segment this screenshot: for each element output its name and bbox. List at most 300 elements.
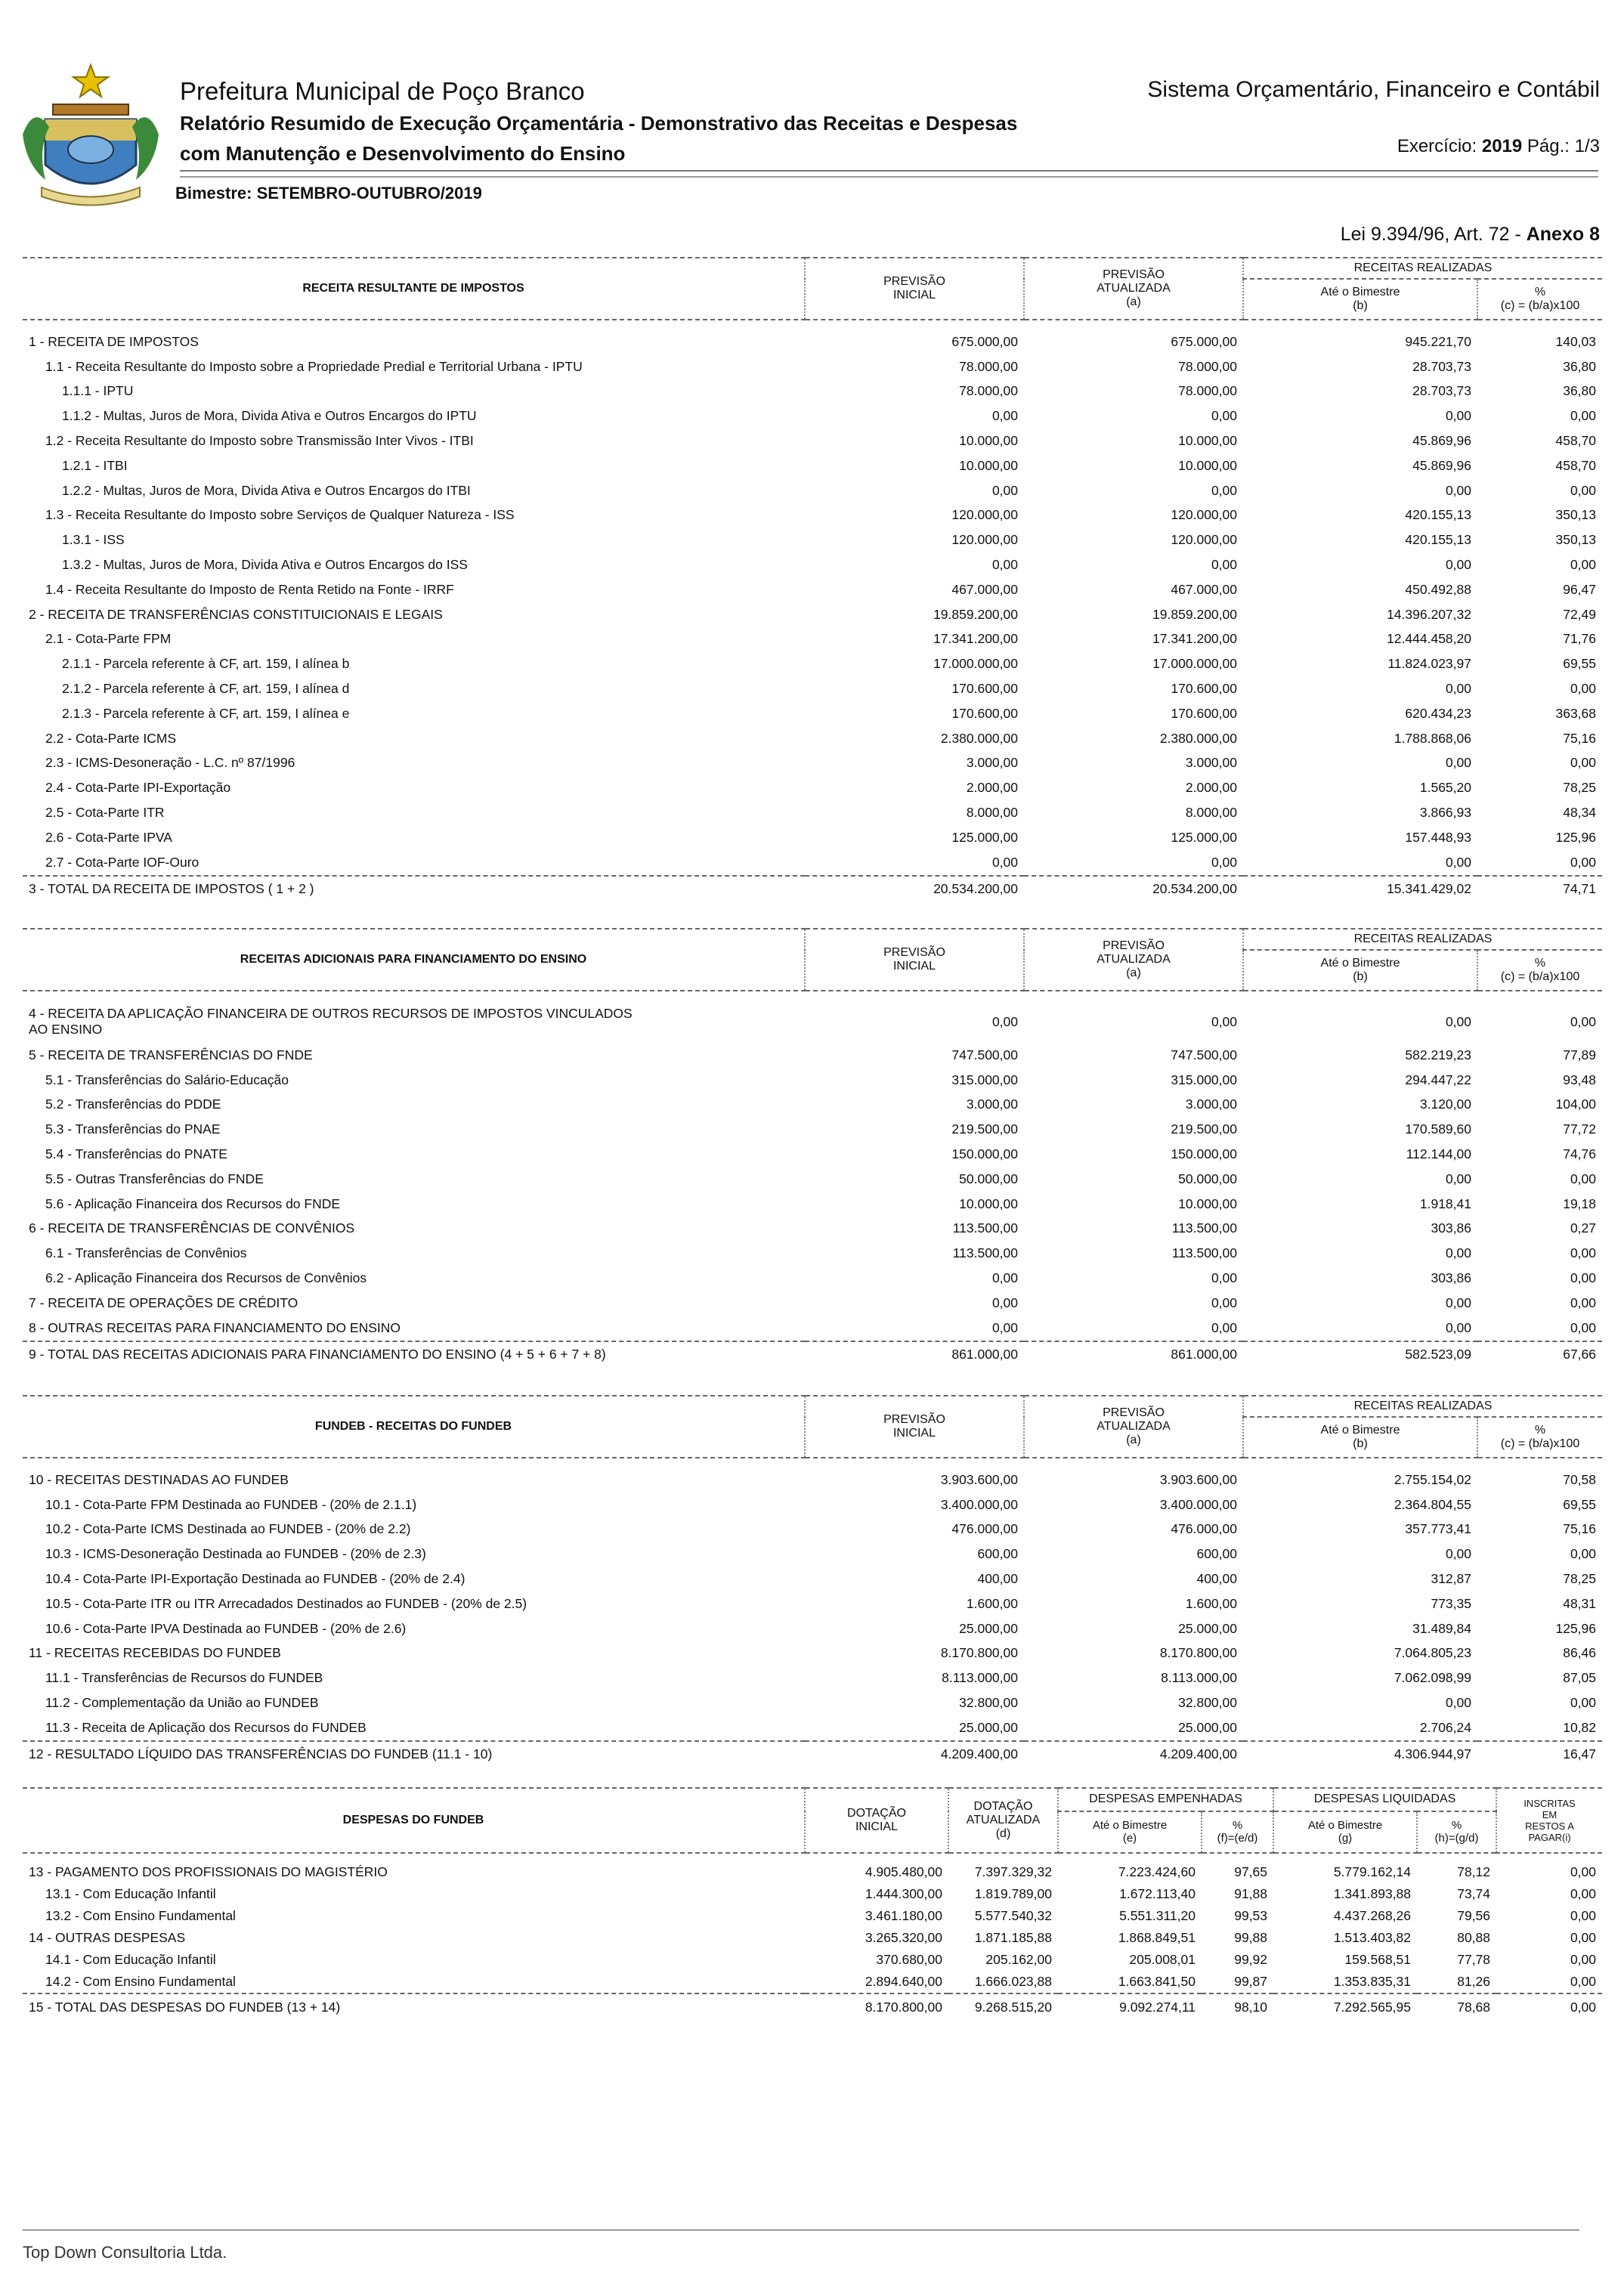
- fundeb-receitas-spacer: [23, 1458, 1602, 1468]
- row-label: 2.2 - Cota-Parte ICMS: [45, 730, 177, 746]
- adicionais-col-ate-bimestre: Até o Bimestre (b): [1243, 950, 1477, 991]
- dot-inicial-value: 2.894.640,00: [865, 1974, 942, 1989]
- pct-value: 72,49: [1563, 606, 1597, 622]
- adicionais-row: [23, 1192, 1602, 1217]
- pct-value: 104,00: [1555, 1096, 1597, 1112]
- pct-liquidada-value: 73,74: [1457, 1886, 1491, 1901]
- prev-inicial-value: 2.380.000,00: [940, 730, 1018, 746]
- prev-atual-value: 10.000,00: [1178, 1195, 1237, 1211]
- pct-value: 0,00: [1570, 1294, 1597, 1310]
- prev-atual-value: 0,00: [1211, 482, 1237, 498]
- empenhada-value: 7.223.424,60: [1118, 1864, 1196, 1879]
- row-label: 14 - OUTRAS DESPESAS: [29, 1930, 186, 1945]
- pct-empenhada-value: 99,87: [1234, 1974, 1268, 1989]
- pct-value: 0,00: [1570, 482, 1597, 498]
- realizada-value: 945.221,70: [1405, 333, 1471, 349]
- dot-inicial-value: 3.461.180,00: [865, 1908, 942, 1923]
- row-label: 2.1.1 - Parcela referente à CF, art. 159, I alínea b: [62, 656, 350, 672]
- impostos-row: [23, 577, 1602, 602]
- fundeb-receitas-row: [23, 1517, 1602, 1542]
- impostos-row: [23, 379, 1602, 404]
- report-title-line1: Relatório Resumido de Execução Orçamentária - Demonstrativo das Receitas e Despesas: [180, 112, 1018, 135]
- prev-inicial-value: 3.000,00: [966, 755, 1018, 771]
- fundeb-receitas-row: [23, 1542, 1602, 1567]
- total-prev-inicial: 861.000,00: [805, 1341, 1024, 1368]
- realizada-value: 303,86: [1431, 1270, 1471, 1286]
- row-label: 1.2.2 - Multas, Juros de Mora, Divida Ativa e Outros Encargos do ITBI: [62, 482, 471, 498]
- exercise-label: Exercício:: [1397, 136, 1477, 156]
- row-label: 5.1 - Transferências do Salário-Educação: [45, 1072, 289, 1087]
- impostos-row: [23, 404, 1602, 428]
- fundeb-receitas-row: [23, 1492, 1602, 1517]
- prev-inicial-value: 2.000,00: [966, 780, 1018, 796]
- row-label: 2.5 - Cota-Parte ITR: [45, 805, 165, 821]
- pct-value: 78,25: [1563, 780, 1597, 796]
- adicionais-col-prev-atual: PREVISÃO ATUALIZADA (a): [1024, 929, 1243, 991]
- empenhada-value: 5.551.311,20: [1119, 1908, 1196, 1923]
- col-dot-inicial: DOTAÇÃO INICIAL: [805, 1788, 948, 1853]
- report-title-line2: com Manutenção e Desenvolvimento do Ensino: [180, 142, 626, 165]
- despesas-header-row: [23, 1788, 1602, 1811]
- prev-inicial-value: 1.600,00: [966, 1595, 1018, 1611]
- prev-inicial-value: 10.000,00: [959, 433, 1018, 449]
- row-label: 5.4 - Transferências do PNATE: [45, 1146, 227, 1162]
- pct-empenhada-value: 91,88: [1234, 1886, 1268, 1901]
- prev-atual-value: 2.000,00: [1185, 780, 1237, 796]
- prev-inicial-value: 400,00: [977, 1571, 1018, 1587]
- pct-value: 10,82: [1563, 1719, 1597, 1735]
- prev-atual-value: 0,00: [1211, 1270, 1237, 1286]
- pct-empenhada-value: 99,92: [1234, 1952, 1268, 1967]
- prev-inicial-value: 17.000.000,00: [933, 656, 1018, 672]
- pct-value: 0,00: [1570, 408, 1597, 424]
- fundeb-despesas-table: [23, 1787, 1602, 2020]
- fundeb-receitas-row: [23, 1666, 1602, 1690]
- prev-inicial-value: 219.500,00: [951, 1121, 1018, 1137]
- adicionais-col-realizadas: RECEITAS REALIZADAS: [1243, 929, 1602, 950]
- inscritas-value: 0,00: [1570, 1908, 1597, 1923]
- prev-atual-value: 675.000,00: [1171, 333, 1237, 349]
- realizada-value: 1.565,20: [1419, 780, 1471, 796]
- adicionais-row: [23, 1001, 1602, 1043]
- total-empenhada-value: 9.092.274,11: [1058, 1993, 1202, 2020]
- dot-atual-value: 5.577.540,32: [974, 1908, 1052, 1923]
- prev-atual-value: 170.600,00: [1171, 705, 1237, 721]
- fundeb-receitas-row: [23, 1616, 1602, 1641]
- pct-value: 363,68: [1555, 705, 1597, 721]
- row-label: 6.2 - Aplicação Financeira dos Recursos de Convênios: [45, 1270, 367, 1286]
- col-f: % (f)=(e/d): [1202, 1811, 1273, 1853]
- realizada-value: 0,00: [1445, 854, 1471, 870]
- pct-value: 458,70: [1555, 457, 1597, 473]
- pct-liquidada-value: 79,56: [1457, 1908, 1491, 1923]
- prev-atual-value: 219.500,00: [1171, 1121, 1237, 1137]
- total-dot-atual-value: 9.268.515,20: [948, 1993, 1058, 2020]
- impostos-total-row: [23, 876, 1602, 902]
- impostos-spacer: [23, 320, 1602, 329]
- dot-atual-value: 205.162,00: [985, 1952, 1052, 1967]
- prev-inicial-value: 8.113.000,00: [942, 1670, 1018, 1686]
- liquidada-value: 1.513.403,82: [1333, 1930, 1412, 1945]
- page-number: Pág.: 1/3: [1527, 136, 1600, 156]
- realizada-value: 620.434,23: [1405, 705, 1471, 721]
- prev-inicial-value: 467.000,00: [951, 581, 1018, 597]
- despesas-row: [23, 1949, 1602, 1971]
- total-label: 9 - TOTAL DAS RECEITAS ADICIONAIS PARA FINANCIAMENTO DO ENSINO (4 + 5 + 6 + 7 + 8): [23, 1341, 805, 1368]
- prev-inicial-value: 50.000,00: [959, 1171, 1018, 1186]
- pct-value: 48,31: [1563, 1595, 1597, 1611]
- row-label: 1.2 - Receita Resultante do Imposto sobre Transmissão Inter Vivos - ITBI: [45, 433, 474, 449]
- impostos-row: [23, 478, 1602, 503]
- col-e: Até o Bimestre (e): [1058, 1811, 1202, 1853]
- prev-atual-value: 17.341.200,00: [1152, 631, 1237, 647]
- impostos-col-realizadas: RECEITAS REALIZADAS: [1243, 258, 1602, 279]
- pct-value: 75,16: [1563, 730, 1597, 746]
- prev-atual-value: 747.500,00: [1171, 1047, 1237, 1062]
- realizada-value: 14.396.207,32: [1387, 606, 1471, 622]
- prev-inicial-value: 600,00: [977, 1546, 1018, 1562]
- realizada-value: 420.155,13: [1405, 507, 1471, 523]
- prev-atual-value: 120.000,00: [1171, 507, 1237, 523]
- impostos-title: RECEITA RESULTANTE DE IMPOSTOS: [23, 258, 805, 320]
- pct-value: 0,00: [1570, 1546, 1597, 1562]
- pct-value: 350,13: [1555, 532, 1597, 548]
- pct-value: 0,00: [1570, 1270, 1597, 1286]
- inscritas-value: 0,00: [1570, 1886, 1597, 1901]
- row-label: 10.1 - Cota-Parte FPM Destinada ao FUNDEB - (20% de 2.1.1): [45, 1496, 417, 1512]
- impostos-row: [23, 751, 1602, 776]
- bimestre-label: Bimestre: SETEMBRO-OUTUBRO/2019: [175, 184, 482, 203]
- row-label: 2.1.3 - Parcela referente à CF, art. 159, I alínea e: [62, 705, 350, 721]
- fundeb-receitas-row: [23, 1690, 1602, 1715]
- despesas-row: [23, 1861, 1602, 1883]
- realizada-value: 45.869,96: [1412, 457, 1471, 473]
- row-label: 11.2 - Complementação da União ao FUNDEB: [45, 1695, 319, 1711]
- realizada-value: 28.703,73: [1412, 358, 1471, 374]
- prev-inicial-value: 3.400.000,00: [940, 1496, 1018, 1512]
- pct-value: 71,76: [1563, 631, 1597, 647]
- row-label: 2.7 - Cota-Parte IOF-Ouro: [45, 854, 200, 870]
- adicionais-row: [23, 1316, 1602, 1341]
- impostos-row: [23, 850, 1602, 876]
- row-label: 6.1 - Transferências de Convênios: [45, 1245, 247, 1261]
- row-label: 8 - OUTRAS RECEITAS PARA FINANCIAMENTO DO ENSINO: [29, 1319, 401, 1335]
- pct-value: 19,18: [1563, 1195, 1597, 1211]
- prev-inicial-value: 32.800,00: [959, 1695, 1018, 1711]
- dot-inicial-value: 4.905.480,00: [865, 1864, 942, 1879]
- impostos-row: [23, 825, 1602, 850]
- despesas-total-row: [23, 1993, 1602, 2020]
- realizada-value: 0,00: [1445, 408, 1471, 424]
- pct-value: 125,96: [1555, 829, 1597, 845]
- dot-atual-value: 1.666.023,88: [974, 1974, 1052, 1989]
- adicionais-row: [23, 1043, 1602, 1068]
- empenhada-value: 205.008,01: [1129, 1952, 1196, 1967]
- fundeb-receitas-col-pct: % (c) = (b/a)x100: [1477, 1417, 1602, 1458]
- pct-empenhada-value: 99,88: [1234, 1930, 1268, 1945]
- pct-value: 77,72: [1563, 1121, 1597, 1137]
- fundeb-receitas-col-prev-atual: PREVISÃO ATUALIZADA (a): [1024, 1396, 1243, 1458]
- realizada-value: 357.773,41: [1405, 1521, 1471, 1537]
- prev-inicial-value: 315.000,00: [951, 1072, 1018, 1087]
- adicionais-spacer: [23, 991, 1602, 1001]
- prev-atual-value: 32.800,00: [1178, 1695, 1237, 1711]
- pct-value: 77,89: [1563, 1047, 1597, 1062]
- law-reference: [1341, 224, 1600, 246]
- prev-atual-value: 8.000,00: [1185, 805, 1237, 821]
- pct-value: 0,00: [1570, 1013, 1597, 1029]
- dot-inicial-value: 1.444.300,00: [865, 1886, 942, 1901]
- col-h: % (h)=(g/d): [1417, 1811, 1496, 1853]
- impostos-row: [23, 552, 1602, 577]
- pct-value: 70,58: [1563, 1471, 1597, 1487]
- prev-inicial-value: 170.600,00: [951, 681, 1018, 697]
- prev-atual-value: 17.000.000,00: [1152, 656, 1237, 672]
- impostos-header-row: [23, 258, 1602, 279]
- realizada-value: 1.788.868,06: [1394, 730, 1471, 746]
- prev-atual-value: 1.600,00: [1185, 1595, 1237, 1611]
- total-label: 12 - RESULTADO LÍQUIDO DAS TRANSFERÊNCIAS DO FUNDEB (11.1 - 10): [23, 1741, 805, 1768]
- total-prev-atual: 20.534.200,00: [1024, 876, 1243, 902]
- row-label: 1.3.1 - ISS: [62, 532, 125, 548]
- prev-atual-value: 3.000,00: [1185, 1096, 1237, 1112]
- dot-atual-value: 1.819.789,00: [974, 1886, 1052, 1901]
- realizada-value: 0,00: [1445, 557, 1471, 573]
- prev-atual-value: 0,00: [1211, 1013, 1237, 1029]
- realizada-value: 0,00: [1445, 1245, 1471, 1261]
- prev-atual-value: 125.000,00: [1171, 829, 1237, 845]
- footer-divider: [23, 2229, 1579, 2231]
- row-label: 5.6 - Aplicação Financeira dos Recursos do FNDE: [45, 1195, 341, 1211]
- impostos-row: [23, 527, 1602, 552]
- pct-value: 0,00: [1570, 681, 1597, 697]
- prev-inicial-value: 10.000,00: [959, 1195, 1018, 1211]
- row-label: 14.1 - Com Educação Infantil: [45, 1952, 216, 1967]
- despesas-row: [23, 1927, 1602, 1949]
- total-prev-atual: 4.209.400,00: [1024, 1741, 1243, 1768]
- prev-atual-value: 113.500,00: [1171, 1245, 1237, 1261]
- col-inscritas: INSCRITAS EM RESTOS A PAGAR(i): [1496, 1788, 1602, 1853]
- total-realizada: 582.523,09: [1243, 1341, 1477, 1368]
- dot-atual-value: 7.397.329,32: [974, 1864, 1052, 1879]
- exercise-year: 2019: [1481, 136, 1523, 156]
- total-pct: 16,47: [1477, 1741, 1602, 1768]
- prev-atual-value: 19.859.200,00: [1152, 606, 1237, 622]
- liquidada-value: 4.437.268,26: [1333, 1908, 1412, 1923]
- adicionais-row: [23, 1217, 1602, 1242]
- prev-inicial-value: 675.000,00: [951, 333, 1018, 349]
- prev-atual-value: 3.400.000,00: [1159, 1496, 1237, 1512]
- pct-value: 86,46: [1563, 1645, 1597, 1661]
- pct-value: 74,76: [1563, 1146, 1597, 1162]
- despesas-row: [23, 1905, 1602, 1927]
- prev-inicial-value: 19.859.200,00: [933, 606, 1018, 622]
- pct-liquidada-value: 77,78: [1457, 1952, 1491, 1967]
- realizada-value: 45.869,96: [1412, 433, 1471, 449]
- total-inscritas-value: 0,00: [1496, 1993, 1602, 2020]
- prev-inicial-value: 120.000,00: [951, 507, 1018, 523]
- realizada-value: 294.447,22: [1405, 1072, 1471, 1087]
- annex-label: Anexo 8: [1526, 224, 1600, 245]
- adicionais-row: [23, 1117, 1602, 1142]
- impostos-row: [23, 701, 1602, 726]
- row-label: 13 - PAGAMENTO DOS PROFISSIONAIS DO MAGISTÉRIO: [29, 1864, 388, 1879]
- fundeb-receitas-table: [23, 1395, 1602, 1768]
- row-label: 10 - RECEITAS DESTINADAS AO FUNDEB: [29, 1471, 289, 1487]
- liquidada-value: 159.568,51: [1344, 1952, 1412, 1967]
- prev-inicial-value: 747.500,00: [951, 1047, 1018, 1062]
- row-label: 10.3 - ICMS-Desoneração Destinada ao FUNDEB - (20% de 2.3): [45, 1546, 426, 1562]
- col-g: Até o Bimestre (g): [1273, 1811, 1417, 1853]
- empenhada-value: 1.672.113,40: [1119, 1886, 1196, 1901]
- pct-value: 0,00: [1570, 557, 1597, 573]
- adicionais-total-row: [23, 1341, 1602, 1368]
- fundeb-receitas-row: [23, 1641, 1602, 1666]
- row-label: 10.5 - Cota-Parte ITR ou ITR Arrecadados Destinados ao FUNDEB - (20% de 2.5): [45, 1595, 527, 1611]
- realizada-value: 303,86: [1431, 1220, 1471, 1236]
- dot-inicial-value: 3.265.320,00: [865, 1930, 942, 1945]
- pct-value: 36,80: [1563, 383, 1597, 399]
- pct-value: 36,80: [1563, 358, 1597, 374]
- impostos-row: [23, 503, 1602, 528]
- realizada-value: 0,00: [1445, 1546, 1471, 1562]
- prev-atual-value: 0,00: [1211, 408, 1237, 424]
- inscritas-value: 0,00: [1570, 1952, 1597, 1967]
- pct-value: 0,00: [1570, 1695, 1597, 1711]
- despesas-row: [23, 1883, 1602, 1905]
- pct-value: 87,05: [1563, 1670, 1597, 1686]
- pct-value: 96,47: [1563, 581, 1597, 597]
- fundeb-receitas-row: [23, 1591, 1602, 1616]
- prev-inicial-value: 120.000,00: [951, 532, 1018, 548]
- impostos-row: [23, 775, 1602, 800]
- total-prev-inicial: 20.534.200,00: [805, 876, 1024, 902]
- fundeb-receitas-header-row: [23, 1396, 1602, 1417]
- impostos-row: [23, 676, 1602, 701]
- impostos-row: [23, 726, 1602, 751]
- realizada-value: 7.064.805,23: [1394, 1645, 1471, 1661]
- total-pct: 74,71: [1477, 876, 1602, 902]
- prev-inicial-value: 78.000,00: [959, 358, 1018, 374]
- realizada-value: 170.589,60: [1405, 1121, 1471, 1137]
- fundeb-receitas-col-ate-bimestre: Até o Bimestre (b): [1243, 1417, 1477, 1458]
- total-label: 15 - TOTAL DAS DESPESAS DO FUNDEB (13 + 14): [23, 1993, 805, 2020]
- pct-value: 0,27: [1570, 1220, 1597, 1236]
- impostos-row: [23, 800, 1602, 825]
- prev-inicial-value: 150.000,00: [951, 1146, 1018, 1162]
- realizada-value: 3.120,00: [1419, 1096, 1471, 1112]
- prev-atual-value: 8.113.000,00: [1161, 1670, 1237, 1686]
- realizada-value: 0,00: [1445, 1695, 1471, 1711]
- prev-atual-value: 467.000,00: [1171, 581, 1237, 597]
- row-label: 2.4 - Cota-Parte IPI-Exportação: [45, 780, 231, 796]
- row-label: 11 - RECEITAS RECEBIDAS DO FUNDEB: [29, 1645, 281, 1661]
- total-pct: 67,66: [1477, 1341, 1602, 1368]
- row-label: 1.1.2 - Multas, Juros de Mora, Divida Ativa e Outros Encargos do IPTU: [62, 408, 477, 424]
- impostos-row: [23, 651, 1602, 676]
- prev-atual-value: 476.000,00: [1171, 1521, 1237, 1537]
- row-label: 13.1 - Com Educação Infantil: [45, 1886, 216, 1901]
- prev-atual-value: 2.380.000,00: [1159, 730, 1237, 746]
- col-dot-atual: DOTAÇÃO ATUALIZADA (d): [948, 1788, 1058, 1853]
- row-label: 2.6 - Cota-Parte IPVA: [45, 829, 172, 845]
- col-empenhadas: DESPESAS EMPENHADAS: [1058, 1788, 1273, 1811]
- total-pct-liquidada-value: 78,68: [1417, 1993, 1496, 2020]
- prev-atual-value: 600,00: [1196, 1546, 1237, 1562]
- row-label: 5.2 - Transferências do PDDE: [45, 1096, 221, 1112]
- realizada-value: 12.444.458,20: [1387, 631, 1471, 647]
- pct-value: 0,00: [1570, 854, 1597, 870]
- impostos-row: [23, 453, 1602, 478]
- prev-atual-value: 3.903.600,00: [1159, 1471, 1237, 1487]
- prev-atual-value: 25.000,00: [1178, 1719, 1237, 1735]
- prev-atual-value: 78.000,00: [1178, 358, 1237, 374]
- pct-liquidada-value: 78,12: [1457, 1864, 1491, 1879]
- liquidada-value: 1.341.893,88: [1333, 1886, 1412, 1901]
- prev-inicial-value: 476.000,00: [951, 1521, 1018, 1537]
- pct-value: 125,96: [1555, 1620, 1597, 1636]
- pct-empenhada-value: 99,53: [1234, 1908, 1268, 1923]
- organization-name: Prefeitura Municipal de Poço Branco: [180, 77, 585, 105]
- impostos-row: [23, 354, 1602, 379]
- despesas-spacer: [23, 1853, 1602, 1861]
- impostos-col-ate-bimestre: Até o Bimestre (b): [1243, 279, 1477, 320]
- prev-inicial-value: 0,00: [991, 557, 1018, 573]
- col-liquidadas: DESPESAS LIQUIDADAS: [1273, 1788, 1496, 1811]
- pct-value: 93,48: [1563, 1072, 1597, 1087]
- prev-inicial-value: 0,00: [991, 408, 1018, 424]
- prev-inicial-value: 0,00: [991, 1294, 1018, 1310]
- row-label: 10.4 - Cota-Parte IPI-Exportação Destinada ao FUNDEB - (20% de 2.4): [45, 1571, 466, 1587]
- impostos-row: [23, 602, 1602, 627]
- realizada-value: 3.866,93: [1419, 805, 1471, 821]
- prev-atual-value: 0,00: [1211, 854, 1237, 870]
- total-prev-inicial: 4.209.400,00: [805, 1741, 1024, 1768]
- prev-atual-value: 0,00: [1211, 557, 1237, 573]
- pct-liquidada-value: 81,26: [1457, 1974, 1491, 1989]
- total-realizada: 4.306.944,97: [1243, 1741, 1477, 1768]
- prev-inicial-value: 3.000,00: [966, 1096, 1018, 1112]
- pct-empenhada-value: 97,65: [1234, 1864, 1268, 1879]
- row-label: 11.1 - Transferências de Recursos do FUNDEB: [45, 1670, 323, 1686]
- prev-inicial-value: 78.000,00: [959, 383, 1018, 399]
- footer-company: Top Down Consultoria Ltda.: [23, 2243, 227, 2262]
- prev-atual-value: 25.000,00: [1178, 1620, 1237, 1636]
- realizada-value: 0,00: [1445, 1294, 1471, 1310]
- impostos-row: [23, 428, 1602, 453]
- prev-inicial-value: 0,00: [991, 1270, 1018, 1286]
- prev-inicial-value: 170.600,00: [951, 705, 1018, 721]
- row-label: 11.3 - Receita de Aplicação dos Recursos do FUNDEB: [45, 1719, 367, 1735]
- realizada-value: 31.489,84: [1412, 1620, 1471, 1636]
- law-text: Lei 9.394/96, Art. 72 -: [1340, 224, 1521, 245]
- empenhada-value: 1.663.841,50: [1118, 1974, 1196, 1989]
- empenhada-value: 1.868.849,51: [1118, 1930, 1196, 1945]
- pct-value: 69,55: [1563, 1496, 1597, 1512]
- realizada-value: 0,00: [1445, 1171, 1471, 1186]
- despesas-title: DESPESAS DO FUNDEB: [23, 1788, 805, 1853]
- fundeb-receitas-total-row: [23, 1741, 1602, 1768]
- fundeb-receitas-row: [23, 1468, 1602, 1492]
- prev-inicial-value: 0,00: [991, 854, 1018, 870]
- prev-atual-value: 315.000,00: [1171, 1072, 1237, 1087]
- prev-atual-value: 50.000,00: [1178, 1171, 1237, 1186]
- realizada-value: 0,00: [1445, 681, 1471, 697]
- pct-liquidada-value: 80,88: [1457, 1930, 1491, 1945]
- adicionais-row: [23, 1291, 1602, 1316]
- prev-atual-value: 78.000,00: [1178, 383, 1237, 399]
- prev-inicial-value: 25.000,00: [959, 1620, 1018, 1636]
